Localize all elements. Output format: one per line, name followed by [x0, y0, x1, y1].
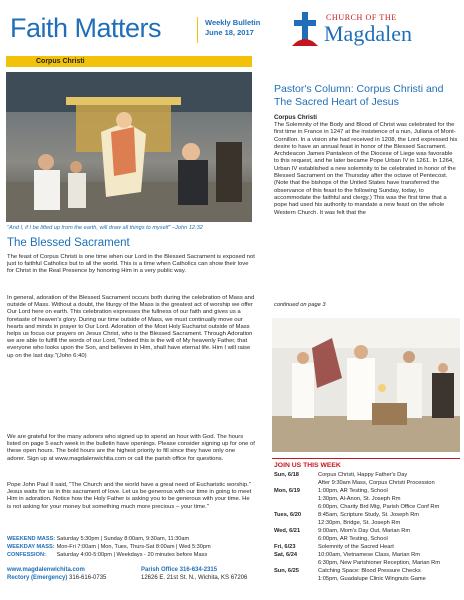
weekend-mass-row	[7, 535, 267, 543]
schedule-day: Wed, 6/21	[274, 528, 301, 534]
schedule-day: Sun, 6/18	[274, 472, 299, 478]
website-link[interactable]: www.magdalenwichita.com	[7, 567, 85, 573]
schedule-row	[274, 527, 464, 543]
contact-right	[141, 566, 247, 582]
schedule-event: 6:00pm, AR Testing, School	[318, 536, 388, 542]
schedule-event: 12:30pm, Bridge, St. Joseph Rm	[318, 520, 401, 526]
pastor-subheading: Corpus Christi	[274, 114, 317, 121]
schedule-event: 9:00am, Mom's Day Out, Marian Rm	[318, 528, 411, 534]
schedule-events	[318, 567, 464, 583]
schedule-event: 1:30pm, Al-Anon, St. Joseph Rm	[318, 496, 401, 502]
church-cross-icon	[290, 10, 320, 48]
schedule-event: After 9:30am Mass, Corpus Christi Procession	[318, 480, 435, 486]
schedule-events	[318, 487, 464, 511]
title-divider	[197, 17, 198, 43]
section-band-label: Corpus Christi	[36, 58, 85, 65]
parish-office-phone: Parish Office 316-634-2315	[141, 567, 218, 573]
schedule-day: Sat, 6/24	[274, 552, 298, 558]
logo-big-text: Magdalen	[324, 21, 412, 46]
schedule-row	[274, 487, 464, 511]
schedule-row	[274, 551, 464, 567]
bulletin-header	[0, 0, 464, 54]
schedule-event: Corpus Christi, Happy Father's Day	[318, 472, 408, 478]
schedule-events	[318, 511, 464, 527]
section-band	[6, 56, 252, 67]
weekend-mass-times: Saturday 5:30pm | Sunday 8:00am, 9:30am, 11:30am	[56, 536, 190, 542]
blessed-paragraph: We are grateful for the many adorers who signed up to spend an hour with God. The hours listed on page 5 each week in the bulletin have openings. Please consider signing up for one of these open hours. The bold hours are the highest priority to fill since they have only one adorer. Sign up at www.magdalenwichita.com or call the parish office for questions.	[7, 434, 255, 462]
mass-times	[7, 535, 267, 559]
church-logo	[290, 10, 460, 52]
schedule-event: 6:00pm, Charity Brd Mtg, Parish Office Conf Rm	[318, 504, 440, 510]
rectory-phone: 316-616-0735	[69, 575, 107, 581]
blessed-paragraph: The feast of Corpus Christi is one time when our Lord in the Blessed Sacrament is exposed not just to faithful Catholics but to all the world. This is a time when Catholics can show their love for Christ in the Real Presence by honoring Him in a very public way.	[7, 254, 255, 275]
schedule-event: 1:05pm, Guadalupe Clinic Wingnuts Game	[318, 576, 426, 582]
join-divider	[272, 458, 460, 459]
adoration-photo	[272, 318, 460, 452]
schedule-event: 6:30pm, New Parishioner Reception, Marian Rm	[318, 560, 441, 566]
confession-row	[7, 551, 267, 559]
blessed-paragraph: Pope John Paul II said, "The Church and the world have a great need of Eucharistic worship." Jesus waits for us in this sacrament of love. Let us be generous with our time in going to meet Him in adoration. Notice how the Holy Father is asking you to be generous with your time. He is not asking for your money but something much more precious – your time."	[7, 482, 252, 510]
blessed-paragraph: In general, adoration of the Blessed Sacrament occurs both during the celebration of Mass and outside of Mass. Without a doubt, the liturgy of the Mass is the greatest act of worship we offer Our Lord here on earth. This celebration expresses the fullness of our faith and gives us a foretaste of heaven's glory. During our time outside of Mass, we must continually move our hearts and minds in prayer to Our Lord. Adoration of the Most Holy Eucharist outside of Mass helps us focus our prayers on Jesus Christ, who is the Blessed Sacrament. Through Adoration we are able to fulfill the words of our Lord, "Indeed this is the will of My heavenly Father, that everyone who looks upon the Son, and believes in Him, shall have eternal life. Him I will raise up on the last day."(John 6:40)	[7, 295, 255, 359]
schedule-day: Tues, 6/20	[274, 512, 302, 518]
schedule-event: 1:00pm, AR Testing, School	[318, 488, 388, 494]
bulletin-info	[205, 18, 260, 38]
schedule-events	[318, 551, 464, 567]
bulletin-label: Weekly Bulletin	[205, 18, 261, 27]
schedule-row	[274, 471, 464, 487]
parish-address: 12626 E. 21st St. N., Wichita, KS 67206	[141, 575, 248, 581]
schedule-event: Solemnity of the Sacred Heart	[318, 544, 394, 550]
blessed-sacrament-heading: The Blessed Sacrament	[7, 237, 130, 249]
weekday-mass-times: Mon-Fri 7:00am | Mon, Tues, Thurs-Sat 8:00am | Wed 5:30pm	[56, 544, 211, 550]
schedule-day: Mon, 6/19	[274, 488, 300, 494]
schedule-row	[274, 511, 464, 527]
logo-small-text: CHURCH OF THE	[326, 13, 397, 22]
newsletter-title: Faith Matters	[10, 13, 162, 43]
contact-left	[7, 566, 106, 582]
schedule-events	[318, 527, 464, 543]
continued-note: continued on page 3	[274, 302, 326, 308]
pastor-column-heading: Pastor's Column: Corpus Christi and The Sacred Heart of Jesus	[274, 83, 444, 108]
rectory-label: Rectory (Emergency)	[7, 575, 68, 581]
weekly-schedule	[274, 471, 464, 583]
schedule-event: Catching Space: Blood Pressure Checks	[318, 568, 421, 574]
procession-photo	[6, 72, 252, 222]
confession-times: Saturday 4:00-5:00pm | Weekdays - 20 minutes before Mass	[56, 552, 208, 558]
weekend-mass-label: WEEKEND MASS:	[7, 536, 56, 542]
schedule-day: Sun, 6/25	[274, 568, 299, 574]
weekday-mass-row	[7, 543, 267, 551]
schedule-events	[318, 471, 464, 487]
weekday-mass-label: WEEKDAY MASS:	[7, 544, 55, 550]
schedule-event: 8:45am, Scripture Study, St. Joseph Rm	[318, 512, 420, 518]
schedule-events	[318, 543, 464, 551]
schedule-event: 10:00am, Vietnamese Class, Marian Rm	[318, 552, 420, 558]
join-us-heading: JOIN US THIS WEEK	[274, 462, 341, 469]
pastor-column-body: The Solemnity of the Body and Blood of Christ was celebrated for the first time in France in 1247 at the insistence of a nun, Juliana of Mont-Cornillon. In a vision she had received in 1208, the Lord expressed his desire to have an annual feast in honor of the Blessed Sacrament. Archdeacon James Pantaleon of the Diocese of Liege was favorable to this request, and he later became Pope Urban IV in 1261. In 1264, Urban IV established a new solemnity to be celebrated in honor of the Blessed Sacrament on the Thursday after the octave of Pentecost. (Note that the bishops of the United States have transferred the observance of this feast to the following Sunday, today, to accommodate the faithful and clergy.) This was the first time that a pope had used his authority to mandate a new feast on the whole Western Church. It was felt that the	[274, 122, 458, 216]
photo-caption: "And I, if I be lifted up from the earth, will draw all things to myself" –John 12:32	[7, 225, 203, 231]
confession-label: CONFESSION:	[7, 552, 46, 558]
schedule-row	[274, 543, 464, 551]
schedule-day: Fri, 6/23	[274, 544, 296, 550]
schedule-row	[274, 567, 464, 583]
bulletin-date: June 18, 2017	[205, 28, 254, 37]
